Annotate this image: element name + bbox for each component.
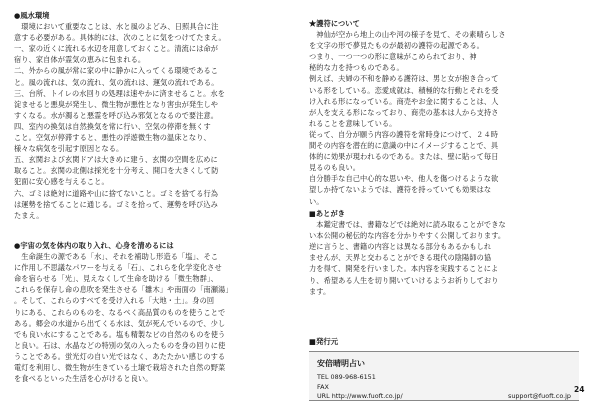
page-number: 24: [574, 385, 585, 394]
text-line: つまり、一つ一つの形に意味がこめられており、神: [309, 52, 477, 62]
afterword-section: [309, 208, 579, 297]
text-line: 力を得て、開発を行いました。本内容を実践することによ: [309, 264, 499, 274]
text-line: 命を宿らせる「光」、見えなくして生命を助ける「微生物群」、: [14, 274, 218, 284]
text-line: を文字の形で夢見たものが最初の護符の起源である。: [309, 41, 484, 51]
publisher-box: [309, 351, 579, 401]
text-line: 自分勝手な自己中心的な思いや、他人を傷つけるような欲: [309, 174, 499, 184]
text-line: 六、ゴミは絶対に道路や山に捨てないこと。ゴミを捨てる行為: [14, 188, 219, 198]
text-line: 一、家の近くに流れる水辺を用意しておくこと。清流には命が: [14, 44, 219, 54]
publisher-info: [309, 336, 579, 401]
text-line: 様々な病気を引起す原因となる。: [14, 144, 124, 154]
fax-line: FAX: [317, 382, 329, 391]
talisman-heading: ★護符について: [309, 19, 360, 28]
text-line: 間その内容を潜在的に意識の中にイメージすることで、具: [309, 141, 499, 151]
text-line: り、希望ある人生を切り開いていけるようお祈りしており: [309, 275, 499, 285]
text-line: 淀ませると悪臭が発生し、微生物が悪性となり害虫が発生しや: [14, 99, 219, 109]
text-line: 本鑑定書では、書籍などでは絶対に読み取ることができな: [309, 220, 506, 230]
text-line: 生命誕生の源である「水」、それを補助し形造る「塩」、そこ: [14, 252, 219, 262]
text-line: 従って、自分が願う内容の護符を常時身につけて、２４時: [309, 129, 499, 139]
text-line: これらを保存し命の息吹を発生させる「雛木」や南面の「南瀬湯」: [14, 285, 233, 295]
text-line: ませんが、天界と交わることができる現代の陰陽師の協: [309, 253, 492, 263]
talisman-section: [309, 18, 579, 207]
text-line: でも良い水にすることである。塩も精製なビの自然のものを使う: [14, 329, 226, 339]
text-line: は運勢を捨てることに通じる。ゴミを拾って、運勢を呼び込み: [14, 199, 218, 209]
text-line: 取ること。玄関の北側は採光を十分考え、開口を大きくして防: [14, 166, 219, 176]
feng-shui-heading: ●風水環境: [14, 11, 50, 20]
text-line: け入れる形になっている。商売やお金に関することは、人: [309, 96, 499, 106]
url-link[interactable]: URL http://www.fuoft.co.jp/: [317, 392, 403, 400]
cosmic-energy-section: [14, 240, 296, 384]
text-line: い。: [309, 196, 324, 206]
text-line: 。そして、これらのすべてを受け入れる「大地・土」。身の回: [14, 296, 215, 306]
text-line: 五、玄関および玄関ドアは大きめに建う、玄関の空間を広めに: [14, 155, 218, 165]
text-line: い本公開の秘伝的な内容を分かりやすく公開しております。: [309, 231, 506, 241]
text-line: たまえ。: [14, 210, 44, 220]
afterword-heading: ■あとがき: [309, 209, 346, 218]
text-line: が人を支える形になっており、商売の基本は人から支持さ: [309, 107, 499, 117]
text-line: りにある、これらのものを、なるべく高品質のものを使うことで: [14, 307, 226, 317]
text-line: 環境において重要なことは、水と風のよどみ、日照具合に注: [14, 22, 219, 32]
text-line: うことである。蛍光灯の自い光ではなく、あたたかい感じのする: [14, 351, 226, 361]
text-line: れることを意味している。: [309, 118, 397, 128]
contact-info: [317, 373, 571, 402]
text-line: を食べるといった生活を心がけると良い。: [14, 374, 153, 384]
text-line: ます。: [309, 286, 331, 296]
text-line: こと。空気が停滞すると、悪性の浮遊微生物の温床となり、: [14, 133, 211, 143]
cosmic-energy-heading: ●宇宙の気を体内の取り入れ、心身を清めるには: [14, 241, 174, 250]
text-line: 四、室内の換気は自然換気を常に行い、空気の停滞を無くす: [14, 121, 211, 131]
text-line: 見るのも良い。: [309, 163, 361, 173]
text-line: に作用し不思議なパワーを与える「石」、これらを化学変化させ: [14, 263, 222, 273]
text-line: 秘的な力を持つものである。: [309, 63, 404, 73]
text-line: と良い。石は、水晶などの特別の気の入ったものを身の回りに使: [14, 340, 226, 350]
text-line: 望しか持てないようでは、護符を持っていても効果はな: [309, 185, 492, 195]
text-line: すくなる。水が濁ると悪霊を呼び込み邪気となるので要注意。: [14, 110, 219, 120]
url-row: [317, 392, 571, 402]
text-line: いる形をしている。恋愛成就は、積極的な行動とそれを受: [309, 85, 499, 95]
text-line: と。風の流れは、気の流れ、気の流れは、運気の流れである。: [14, 77, 219, 87]
text-line: 体的に効果が現われるのである。または、壁に貼って毎日: [309, 152, 499, 162]
publisher-label: ■発行元: [309, 337, 339, 346]
text-line: 神仙が空から地上の山や河の様子を見て、その素晴らしさ: [309, 30, 506, 40]
text-line: 二、外からの風が常に家の中に静かに入ってくる環境であるこ: [14, 66, 219, 76]
text-line: 犯面に安心感を与えること。: [14, 177, 109, 187]
publisher-name: 安倍晴明占い: [317, 358, 365, 368]
text-line: ある。郷会の水道から出てくる水は、気が死んでいるので、少し: [14, 318, 226, 328]
text-line: 電灯を利用し、微生物が生きている土壌で栽培された自然の野菜: [14, 363, 226, 373]
text-line: 三、台所、トイレの水回りの処理は速やかに済ませること。水を: [14, 88, 225, 98]
text-line: 意する必要がある。具体的には、次のことに気をつけてたまえ。: [14, 33, 226, 43]
text-line: 例えば、夫婦の不和を静める護符は、男と女が抱き合って: [309, 74, 499, 84]
email-link[interactable]: support@fuoft.co.jp: [508, 392, 571, 400]
text-line: 逆に言うと、書籍の内容とは異なる部分もあるかもしれ: [309, 242, 492, 252]
feng-shui-section: [14, 10, 296, 221]
text-line: 宿り、家自体が霊気の恵みに包まれる。: [14, 55, 146, 65]
tel-line: TEL 089-968-6151: [317, 373, 376, 381]
